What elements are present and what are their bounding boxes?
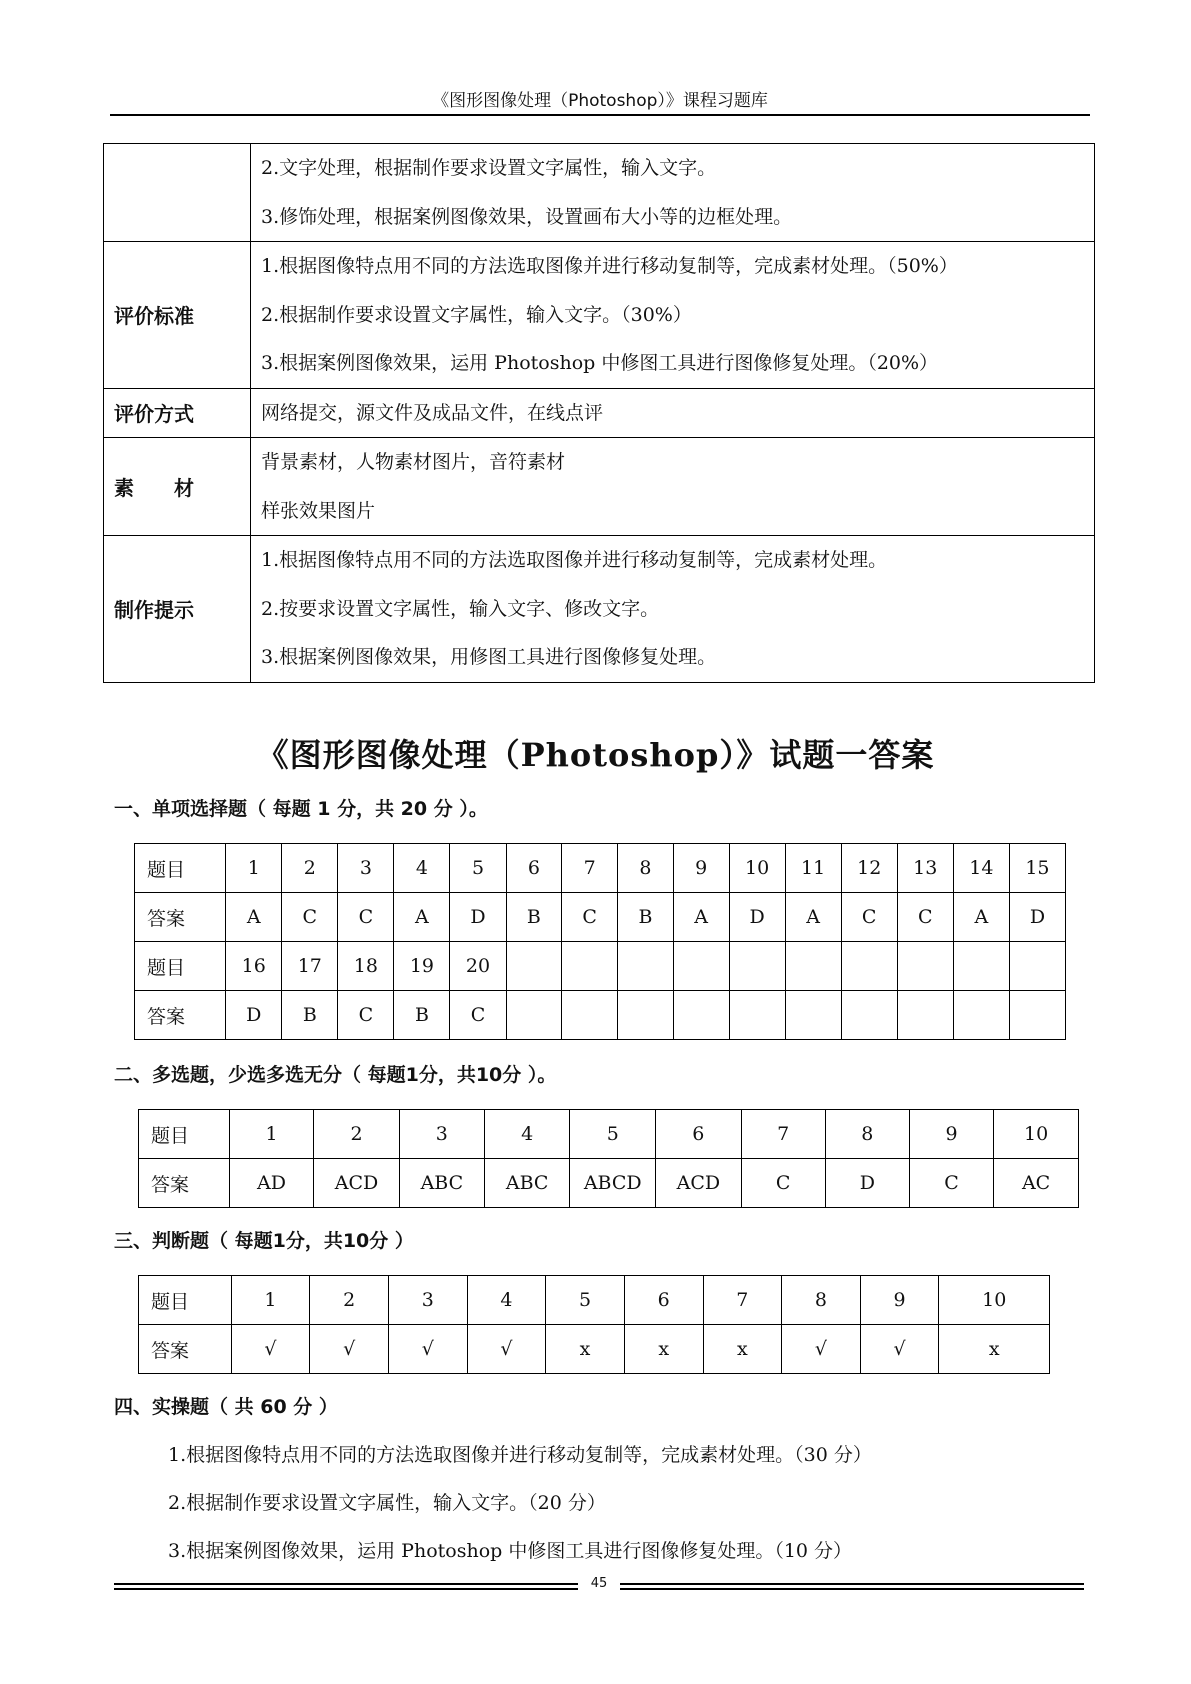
practical-item: 1.根据图像特点用不同的方法选取图像并进行移动复制等，完成素材处理。（30 分）: [168, 1444, 872, 1466]
table-row: [139, 1159, 1079, 1208]
answer-cell: √: [467, 1325, 546, 1374]
table-row: [135, 942, 1066, 991]
answer-cell: D: [450, 893, 506, 942]
answer-cell: A: [394, 893, 450, 942]
answer-cell: 2: [314, 1110, 399, 1159]
answer-cell: [618, 991, 674, 1040]
row-label: 答案: [139, 1159, 230, 1208]
multi-choice-answer-table: [138, 1109, 1079, 1208]
content-line: 3.根据案例图像效果，用修图工具进行图像修复处理。: [261, 646, 717, 668]
row-content: [251, 388, 1095, 438]
answer-cell: [673, 942, 729, 991]
answer-cell: C: [338, 991, 394, 1040]
row-label: 题目: [139, 1276, 232, 1325]
table-row: [139, 1276, 1050, 1325]
answer-cell: AC: [994, 1159, 1079, 1208]
page-footer: [114, 1576, 1084, 1598]
practical-item: 3.根据案例图像效果，运用 Photoshop 中修图工具进行图像修复处理。（10 分）: [168, 1540, 853, 1562]
answer-cell: 5: [546, 1276, 625, 1325]
table-row: [104, 438, 1095, 536]
answer-cell: 7: [703, 1276, 782, 1325]
row-label: 答案: [135, 991, 226, 1040]
content-line: 2.按要求设置文字属性，输入文字、修改文字。: [261, 597, 660, 620]
row-label: 答案: [135, 893, 226, 942]
answer-cell: D: [729, 893, 785, 942]
answer-cell: 8: [782, 1276, 861, 1325]
answer-cell: 6: [506, 844, 562, 893]
answer-cell: [562, 991, 618, 1040]
answer-cell: C: [741, 1159, 825, 1208]
answer-cell: [953, 942, 1009, 991]
answer-cell: √: [310, 1325, 389, 1374]
answer-cell: B: [394, 991, 450, 1040]
answer-cell: C: [897, 893, 953, 942]
table-row: [104, 536, 1095, 683]
answer-cell: [729, 942, 785, 991]
section-heading-practical: 四、实操题（ 共 60 分 ）: [114, 1396, 338, 1418]
page-header: 《图形图像处理（Photoshop）》课程习题库: [432, 91, 768, 111]
answer-cell: AD: [229, 1159, 314, 1208]
page-number: 45: [590, 1576, 608, 1591]
row-label: [104, 144, 251, 242]
row-label: 答案: [139, 1325, 232, 1374]
answer-cell: ABCD: [570, 1159, 656, 1208]
answer-cell: D: [1009, 893, 1065, 942]
answer-cell: [729, 991, 785, 1040]
answer-cell: 7: [562, 844, 618, 893]
answer-cell: √: [231, 1325, 310, 1374]
answer-cell: 7: [741, 1110, 825, 1159]
answer-cell: [1009, 942, 1065, 991]
answer-cell: x: [546, 1325, 625, 1374]
table-row: [135, 844, 1066, 893]
answer-cell: [785, 942, 841, 991]
answer-cell: C: [841, 893, 897, 942]
answer-cell: 4: [467, 1276, 546, 1325]
content-line: 1.根据图像特点用不同的方法选取图像并进行移动复制等，完成素材处理。（50%）: [261, 255, 958, 277]
answer-cell: C: [450, 991, 506, 1040]
answer-cell: [1009, 991, 1065, 1040]
answer-cell: ABC: [399, 1159, 484, 1208]
answer-cell: 5: [450, 844, 506, 893]
table-row: [139, 1325, 1050, 1374]
answer-cell: 3: [388, 1276, 467, 1325]
answer-cell: [618, 942, 674, 991]
content-line: 3.修饰处理，根据案例图像效果，设置画布大小等的边框处理。: [261, 205, 793, 228]
content-line: 网络提交，源文件及成品文件，在线点评: [261, 401, 604, 424]
answer-cell: 4: [394, 844, 450, 893]
row-content: [251, 242, 1095, 389]
answer-cell: [562, 942, 618, 991]
answer-cell: 11: [785, 844, 841, 893]
task-info-table: [103, 143, 1095, 683]
answer-cell: [506, 942, 562, 991]
answer-cell: 3: [399, 1110, 484, 1159]
section-heading-multi-choice: 二、多选题，少选多选无分（ 每题1分，共10分 ）。: [114, 1064, 557, 1086]
answer-cell: 9: [673, 844, 729, 893]
true-false-answer-table: [138, 1275, 1050, 1374]
answer-cell: [897, 991, 953, 1040]
row-content: [251, 438, 1095, 536]
header-rule: [110, 114, 1090, 116]
content-line: 2.根据制作要求设置文字属性，输入文字。（30%）: [261, 303, 692, 326]
answer-cell: 2: [282, 844, 338, 893]
answer-cell: 19: [394, 942, 450, 991]
row-label: 评价方式: [104, 388, 251, 438]
answer-cell: 8: [618, 844, 674, 893]
answer-cell: [673, 991, 729, 1040]
row-content: [251, 536, 1095, 683]
answer-cell: 12: [841, 844, 897, 893]
answer-cell: 5: [570, 1110, 656, 1159]
answer-cell: ACD: [656, 1159, 741, 1208]
answer-cell: 9: [909, 1110, 993, 1159]
answer-cell: 1: [226, 844, 282, 893]
content-line: 2.文字处理，根据制作要求设置文字属性，输入文字。: [261, 157, 717, 179]
row-content: [251, 144, 1095, 242]
single-choice-answer-table: [134, 843, 1066, 1040]
answer-cell: 15: [1009, 844, 1065, 893]
practical-item: 2.根据制作要求设置文字属性，输入文字。（20 分）: [168, 1492, 606, 1514]
answer-cell: 1: [229, 1110, 314, 1159]
answer-cell: [841, 942, 897, 991]
answer-cell: 6: [656, 1110, 741, 1159]
table-row: [104, 144, 1095, 242]
table-row: [135, 893, 1066, 942]
answer-cell: x: [939, 1325, 1050, 1374]
answer-cell: √: [388, 1325, 467, 1374]
page-title: 《图形图像处理（Photoshop）》试题一答案: [256, 736, 935, 774]
content-line: 背景素材，人物素材图片，音符素材: [261, 451, 566, 473]
answer-cell: A: [785, 893, 841, 942]
table-row: [104, 242, 1095, 389]
content-line: 3.根据案例图像效果，运用 Photoshop 中修图工具进行图像修复处理。（20%）: [261, 352, 939, 374]
row-label: 题目: [135, 942, 226, 991]
answer-cell: [785, 991, 841, 1040]
answer-cell: C: [909, 1159, 993, 1208]
answer-cell: 10: [729, 844, 785, 893]
answer-cell: B: [282, 991, 338, 1040]
answer-cell: 3: [338, 844, 394, 893]
answer-cell: 4: [485, 1110, 570, 1159]
table-row: [104, 388, 1095, 438]
answer-cell: 13: [897, 844, 953, 893]
answer-cell: ACD: [314, 1159, 399, 1208]
answer-cell: 1: [231, 1276, 310, 1325]
answer-cell: [841, 991, 897, 1040]
answer-cell: 14: [953, 844, 1009, 893]
answer-cell: B: [618, 893, 674, 942]
answer-cell: D: [226, 991, 282, 1040]
row-label: 题目: [139, 1110, 230, 1159]
answer-cell: A: [673, 893, 729, 942]
row-label: 素 材: [104, 438, 251, 536]
answer-cell: 10: [994, 1110, 1079, 1159]
answer-cell: ABC: [485, 1159, 570, 1208]
table-row: [139, 1110, 1079, 1159]
answer-cell: 10: [939, 1276, 1050, 1325]
content-line: 样张效果图片: [261, 499, 376, 522]
row-label: 评价标准: [104, 242, 251, 389]
answer-cell: A: [953, 893, 1009, 942]
answer-cell: B: [506, 893, 562, 942]
table-row: [135, 991, 1066, 1040]
answer-cell: √: [860, 1325, 939, 1374]
answer-cell: x: [703, 1325, 782, 1374]
row-label: 题目: [135, 844, 226, 893]
content-line: 1.根据图像特点用不同的方法选取图像并进行移动复制等，完成素材处理。: [261, 549, 888, 571]
answer-cell: 16: [226, 942, 282, 991]
answer-cell: C: [562, 893, 618, 942]
section-heading-single-choice: 一、单项选择题（ 每题 1 分，共 20 分 ）。: [114, 798, 488, 820]
answer-cell: [953, 991, 1009, 1040]
answer-cell: 6: [624, 1276, 703, 1325]
answer-cell: 2: [310, 1276, 389, 1325]
row-label: 制作提示: [104, 536, 251, 683]
answer-cell: C: [282, 893, 338, 942]
answer-cell: 8: [825, 1110, 909, 1159]
answer-cell: C: [338, 893, 394, 942]
section-heading-true-false: 三、判断题（ 每题1分，共10分 ）: [114, 1230, 414, 1252]
answer-cell: D: [825, 1159, 909, 1208]
answer-cell: [506, 991, 562, 1040]
answer-cell: √: [782, 1325, 861, 1374]
answer-cell: 18: [338, 942, 394, 991]
answer-cell: [897, 942, 953, 991]
answer-cell: 9: [860, 1276, 939, 1325]
answer-cell: 17: [282, 942, 338, 991]
answer-cell: x: [624, 1325, 703, 1374]
answer-cell: A: [226, 893, 282, 942]
answer-cell: 20: [450, 942, 506, 991]
